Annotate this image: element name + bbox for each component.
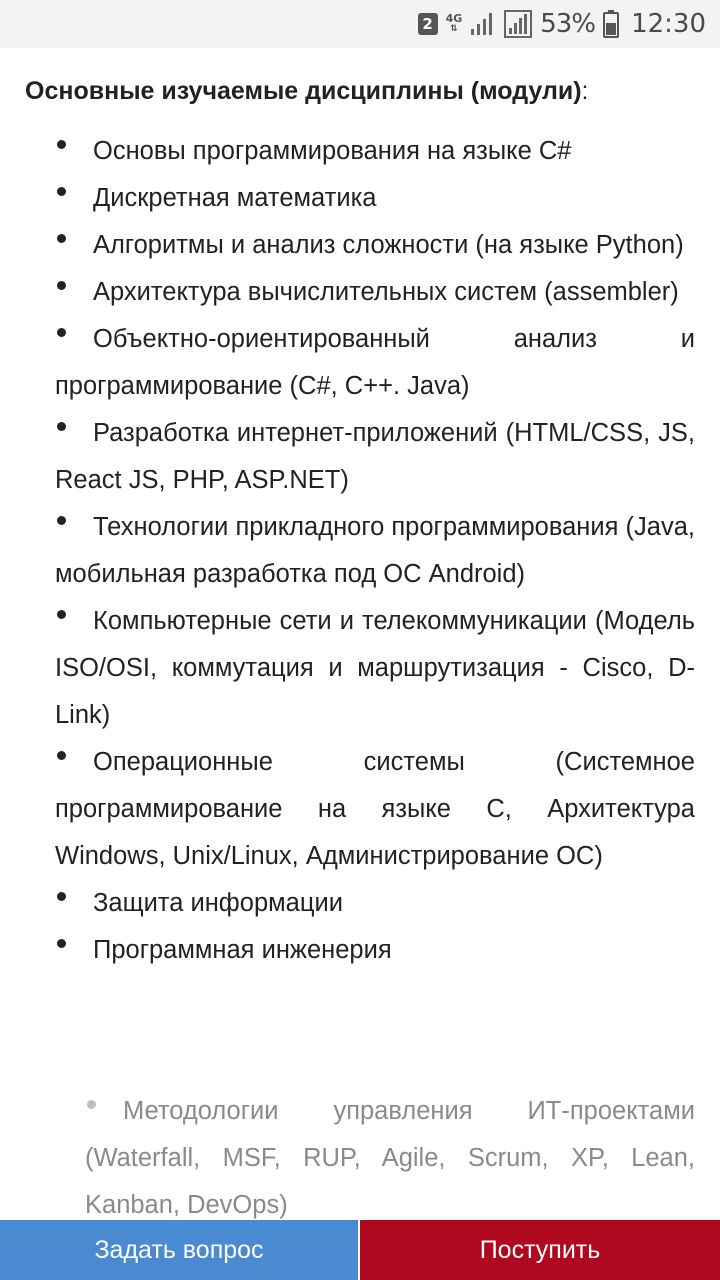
section-heading — [25, 74, 705, 108]
signal-strength-icon — [504, 10, 532, 38]
ask-question-button[interactable]: Задать вопрос — [0, 1220, 360, 1280]
bullet-icon — [55, 901, 93, 911]
bullet-icon — [55, 619, 93, 629]
bullet-icon — [55, 948, 93, 958]
data-arrows-icon: ⇅ — [450, 24, 458, 34]
section-heading-suffix: : — [581, 77, 589, 105]
bullet-icon — [55, 337, 93, 347]
list-item — [55, 128, 695, 175]
apply-button[interactable]: Поступить — [360, 1220, 720, 1280]
section-heading-text: Основные изучаемые дисциплины (модули) — [25, 77, 582, 105]
list-item-text: Объектно-ориентированный анализ и программирование (С#, C++. Java) — [55, 325, 695, 400]
list-item — [55, 598, 695, 739]
bottom-action-bar — [0, 1220, 720, 1280]
bullet-icon — [55, 243, 93, 253]
sub-disciplines-list — [85, 1088, 695, 1229]
bullet-icon — [55, 760, 93, 770]
battery-icon — [603, 10, 619, 38]
list-item-text: Архитектура вычислительных систем (assembler) — [93, 278, 679, 306]
bullet-icon — [55, 290, 93, 300]
bullet-icon — [55, 149, 93, 159]
list-item-text: Алгоритмы и анализ сложности (на языке Python) — [93, 231, 684, 259]
sub-list-item — [85, 1088, 695, 1229]
bullet-icon — [55, 525, 93, 535]
list-item — [55, 927, 695, 974]
list-item — [55, 222, 695, 269]
list-item-text: Программная инженерия — [93, 936, 392, 964]
sim-badge: 2 — [418, 13, 438, 35]
list-item-text: Компьютерные сети и телекоммуникации (Модель ISO/OSI, коммутация и маршрутизация - Cisco, D-Link) — [55, 607, 695, 729]
list-item — [55, 880, 695, 927]
list-item — [55, 410, 695, 504]
list-item-text: Операционные системы (Системное программирование на языке С, Архитектура Windows, Unix/Linux, Администрирование ОС) — [55, 748, 695, 870]
bullet-icon — [85, 1109, 123, 1119]
battery-percent: 53% — [540, 9, 596, 39]
list-item-text: Разработка интернет-приложений (HTML/CSS, JS, React JS, PHP, ASP.NET) — [55, 419, 695, 494]
list-item-text: Основы программирования на языке C# — [93, 137, 572, 165]
status-bar — [0, 0, 720, 48]
list-item — [55, 316, 695, 410]
clock: 12:30 — [631, 9, 706, 39]
signal-icon — [470, 11, 496, 37]
disciplines-list — [55, 128, 695, 974]
list-item — [55, 175, 695, 222]
bullet-icon — [55, 196, 93, 206]
list-item-text: Технологии прикладного программирования (Java, мобильная разработка под ОС Android) — [55, 513, 695, 588]
list-item-text: Защита информации — [93, 889, 343, 917]
sub-list-item-text: Методологии управления ИТ-проектами (Waterfall, MSF, RUP, Agile, Scrum, XP, Lean, Kanban, DevOps) — [85, 1097, 695, 1219]
bullet-icon — [55, 431, 93, 441]
network-type-icon — [446, 14, 463, 34]
list-item — [55, 504, 695, 598]
list-item — [55, 739, 695, 880]
list-item — [55, 269, 695, 316]
list-item-text: Дискретная математика — [93, 184, 377, 212]
network-type-label: 4G — [445, 12, 463, 25]
